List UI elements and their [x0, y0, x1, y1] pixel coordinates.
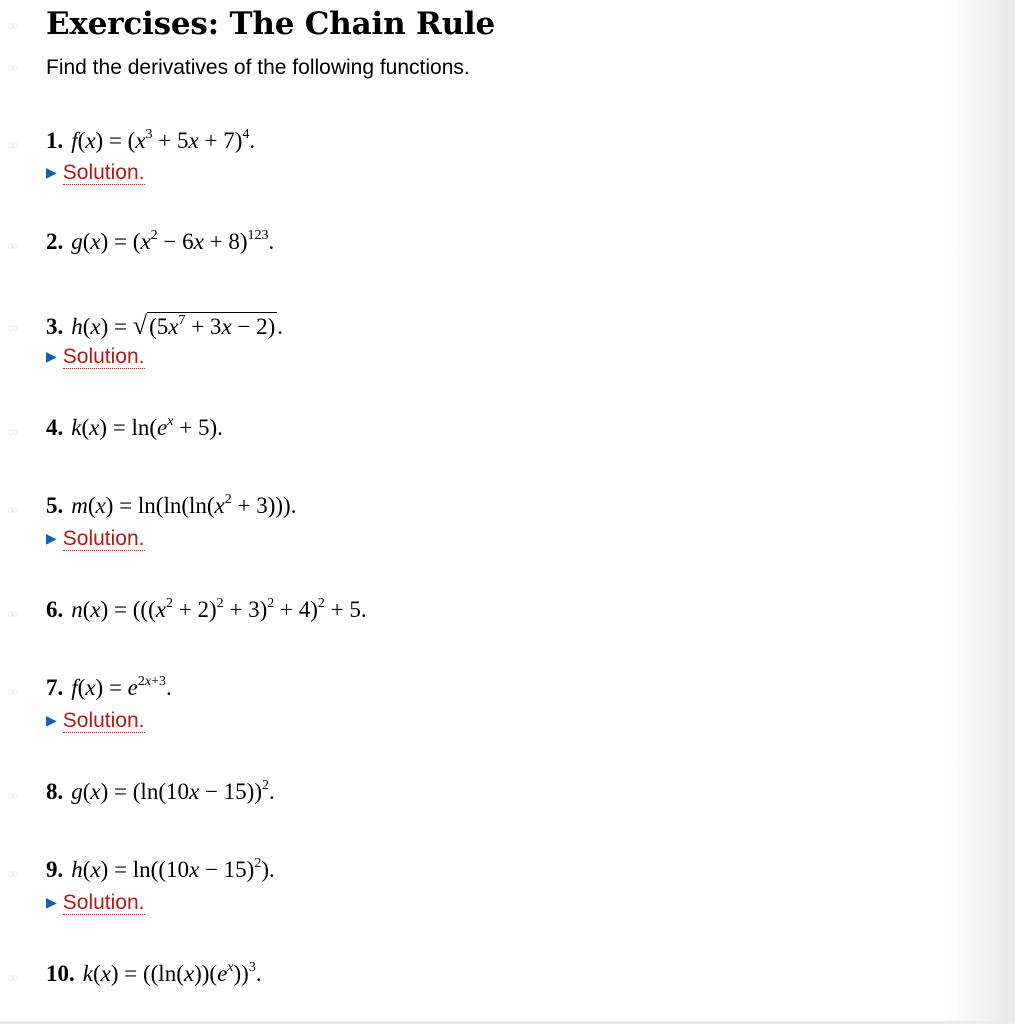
expand-triangle-icon: ▶ [46, 530, 57, 546]
solution-toggle[interactable] [46, 161, 145, 185]
exercise-number: 2. [46, 229, 64, 254]
exercise-formula: $h(x) = √(5x^7 + 3x - 2)$. [71, 311, 284, 340]
solution-label: Solution. [62, 527, 145, 550]
exercise-2 [46, 229, 274, 255]
exercise-8 [46, 779, 275, 805]
exercise-3 [46, 311, 283, 341]
exercise-number: 5. [46, 493, 64, 518]
solution-label: Solution. [62, 161, 145, 184]
page-title: Exercises: The Chain Rule [46, 6, 496, 42]
exercise-number: 1. [46, 128, 64, 153]
window-edge-shadow [945, 0, 1015, 1024]
permalink-icon[interactable]: ∞ [6, 135, 20, 154]
expand-triangle-icon: ▶ [46, 894, 57, 910]
permalink-icon[interactable]: ∞ [6, 318, 20, 337]
expand-triangle-icon: ▶ [46, 348, 57, 364]
exercise-formula: $g(x) = (x^2 - 6x + 8)^{123}$. [71, 228, 275, 254]
exercise-formula: $n(x) = (((x^2 + 2)^2 + 3)^2 + 4)^2 + 5$. [71, 596, 367, 622]
exercise-number: 10. [46, 961, 75, 986]
exercise-number: 9. [46, 857, 64, 882]
solution-toggle[interactable] [46, 891, 145, 915]
permalink-icon[interactable]: ∞ [6, 786, 20, 805]
exercise-7 [46, 675, 172, 701]
exercise-5 [46, 493, 296, 519]
permalink-icon[interactable]: ∞ [6, 236, 20, 255]
exercise-formula: $g(x) = (\ln(10x - 15))^2$. [71, 778, 275, 804]
exercise-10 [46, 961, 262, 987]
solution-label: Solution. [62, 891, 145, 914]
solution-toggle[interactable] [46, 345, 145, 369]
permalink-icon[interactable]: ∞ [6, 16, 20, 35]
expand-triangle-icon: ▶ [46, 712, 57, 728]
exercise-formula: $h(x) = \ln((10x - 15)^2)$. [71, 856, 275, 882]
exercise-formula: $f(x) = e^{2x+3}$. [71, 674, 172, 700]
solution-label: Solution. [62, 345, 145, 368]
solution-label: Solution. [62, 709, 145, 732]
solution-toggle[interactable] [46, 527, 145, 551]
exercise-formula: $m(x) = \ln(\ln(\ln(x^2 + 3)))$. [71, 492, 297, 518]
permalink-icon[interactable]: ∞ [6, 864, 20, 883]
exercise-number: 6. [46, 597, 64, 622]
permalink-icon[interactable]: ∞ [6, 968, 20, 987]
exercise-formula: $k(x) = ((\ln(x))(e^x))^3$. [82, 960, 262, 986]
permalink-icon[interactable]: ∞ [6, 58, 20, 77]
exercise-number: 4. [46, 415, 64, 440]
exercise-number: 8. [46, 779, 64, 804]
permalink-icon[interactable]: ∞ [6, 500, 20, 519]
exercise-formula: $f(x) = (x^3 + 5x + 7)^4$. [71, 127, 256, 153]
exercise-4 [46, 415, 223, 441]
solution-toggle[interactable] [46, 709, 145, 733]
exercise-number: 7. [46, 675, 64, 700]
exercise-6 [46, 597, 367, 623]
exercise-formula: $k(x) = \ln(e^x + 5)$. [71, 414, 223, 440]
expand-triangle-icon: ▶ [46, 164, 57, 180]
exercise-9 [46, 857, 275, 883]
permalink-icon[interactable]: ∞ [6, 682, 20, 701]
intro-text: Find the derivatives of the following functions. [46, 56, 470, 79]
exercise-number: 3. [46, 314, 64, 339]
permalink-icon[interactable]: ∞ [6, 604, 20, 623]
exercise-1 [46, 128, 255, 154]
permalink-icon[interactable]: ∞ [6, 422, 20, 441]
